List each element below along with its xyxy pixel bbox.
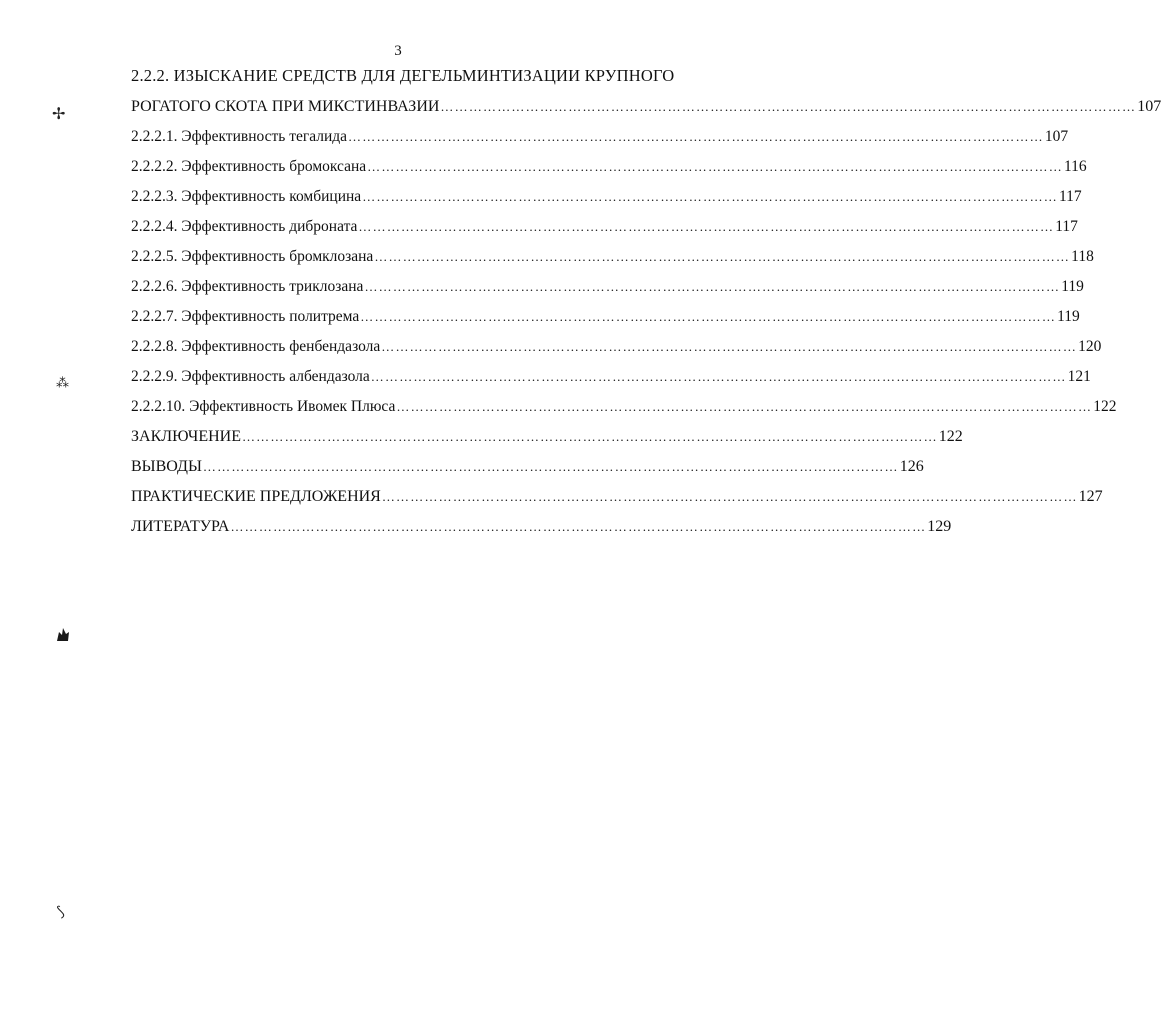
toc-entry-label: ЛИТЕРАТУРА (131, 518, 230, 535)
toc-page-number: 118 (1071, 248, 1094, 265)
section-heading-line-2: РОГАТОГО СКОТА ПРИ МИКСТИНВАЗИИ (131, 98, 440, 115)
toc-entry[interactable] (131, 398, 1117, 420)
toc-entry[interactable] (131, 158, 1087, 180)
leader-dots: ………………………………………………………………………………………………………………………………… (367, 159, 1063, 174)
toc-entry[interactable] (131, 368, 1091, 390)
toc-entry[interactable] (131, 458, 924, 480)
leader-dots: ………………………………………………………………………………………………………………………………… (364, 279, 1061, 294)
leader-dots: ………………………………………………………………………………………………………………………………… (374, 249, 1071, 264)
scan-speck-mark: ✢ (52, 104, 66, 123)
toc-entry[interactable] (131, 218, 1078, 240)
toc-entry-label: ПРАКТИЧЕСКИЕ ПРЕДЛОЖЕНИЯ (131, 488, 381, 505)
toc-entry-label: 2.2.2.4. Эффективность диброната (131, 218, 358, 235)
toc-page-number: 116 (1063, 158, 1087, 175)
leader-dots: ………………………………………………………………………………………………………………………………… (440, 99, 1137, 114)
toc-entry-label: 2.2.2.5. Эффективность бромклозана (131, 248, 374, 265)
leader-dots: ………………………………………………………………………………………………………………………………… (381, 339, 1078, 354)
toc-page-number: 122 (1093, 398, 1117, 415)
toc-page-number: 120 (1078, 338, 1102, 355)
scan-speck-mark: ⁂ (56, 376, 69, 391)
leader-dots: ………………………………………………………………………………………………………………………………… (358, 219, 1055, 234)
section-heading-line-1: 2.2.2. ИЗЫСКАНИЕ СРЕДСТВ ДЛЯ ДЕГЕЛЬМИНТИЗАЦИИ КРУПНОГО (131, 66, 675, 85)
toc-entry-label: 2.2.2.2. Эффективность бромоксана (131, 158, 367, 175)
leader-dots: ………………………………………………………………………………………………………………………………… (396, 399, 1093, 414)
leader-dots: ………………………………………………………………………………………………………………………………… (202, 459, 899, 474)
leader-dots: ………………………………………………………………………………………………………………………………… (362, 189, 1058, 204)
toc-entry-label: 2.2.2.8. Эффективность фенбендазола (131, 338, 381, 355)
toc-page-number: 117 (1059, 188, 1082, 205)
toc-entry-label: 2.2.2.1. Эффективность тегалида (131, 128, 348, 145)
scan-speck-mark: ⟆ (54, 903, 67, 921)
toc-page-number: 107 (1137, 98, 1161, 115)
leader-dots: ………………………………………………………………………………………………………………………………… (230, 519, 927, 534)
toc-entry-label: ЗАКЛЮЧЕНИЕ (131, 428, 241, 445)
toc-entry[interactable] (131, 188, 1082, 210)
toc-page-number: 119 (1061, 278, 1084, 295)
toc-page-number: 107 (1044, 128, 1069, 145)
leader-dots: ………………………………………………………………………………………………………………………………… (370, 369, 1067, 384)
toc-entry-label: ВЫВОДЫ (131, 458, 202, 475)
toc-page-number: 127 (1078, 488, 1103, 505)
toc-entry[interactable] (131, 428, 963, 450)
leader-dots: ………………………………………………………………………………………………………………………………… (381, 489, 1078, 504)
toc-page-number: 122 (938, 428, 963, 445)
toc-entry-label: 2.2.2.10. Эффективность Ивомек Плюса (131, 398, 396, 415)
page-number: 3 (394, 43, 402, 59)
scan-blot-mark (54, 626, 72, 644)
toc-entry[interactable] (131, 278, 1084, 300)
toc-entry[interactable] (131, 518, 952, 540)
leader-dots: ………………………………………………………………………………………………………………………………… (360, 309, 1057, 324)
leader-dots: ………………………………………………………………………………………………………………………………… (348, 129, 1044, 144)
toc-entry-label: 2.2.2.6. Эффективность триклозана (131, 278, 364, 295)
toc-page-number: 117 (1055, 218, 1078, 235)
toc-page-number: 126 (899, 458, 924, 475)
toc-entry[interactable] (131, 248, 1094, 270)
toc-entry-label: 2.2.2.9. Эффективность албендазола (131, 368, 370, 385)
toc-entry[interactable] (131, 488, 1103, 510)
leader-dots: ………………………………………………………………………………………………………………………………… (241, 429, 938, 444)
toc-entry-label: 2.2.2.7. Эффективность политрема (131, 308, 360, 325)
toc-page-number: 119 (1057, 308, 1080, 325)
toc-entry-label: 2.2.2.3. Эффективность комбицина (131, 188, 362, 205)
toc-entry[interactable] (131, 308, 1080, 330)
section-heading-row[interactable] (131, 98, 1161, 120)
toc-entry[interactable] (131, 338, 1102, 360)
toc-page-number: 129 (927, 518, 952, 535)
toc-page-number: 121 (1067, 368, 1091, 385)
toc-entry[interactable] (131, 128, 1069, 150)
